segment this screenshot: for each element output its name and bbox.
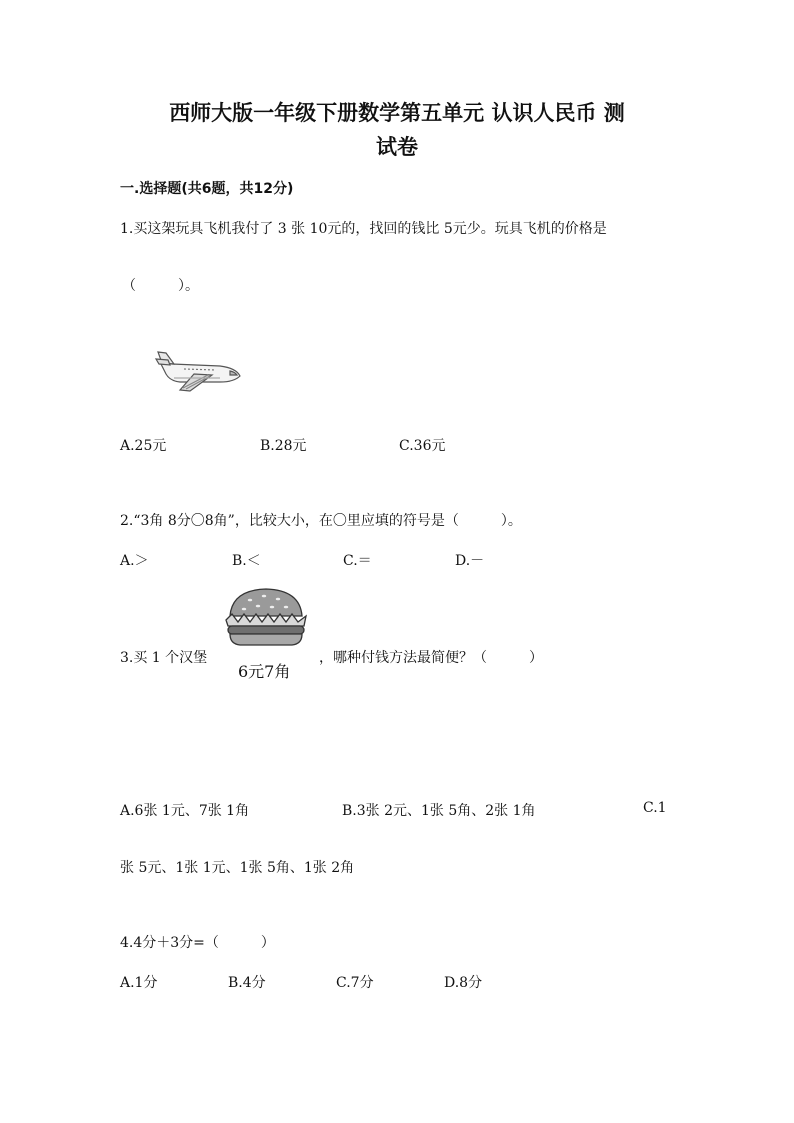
question-1-option-b[interactable]: B.28元 — [260, 438, 307, 454]
question-4-option-a[interactable]: A.1分 — [120, 975, 158, 991]
page-title-line1: 西师大版一年级下册数学第五单元 认识人民币 测 — [169, 101, 625, 125]
question-3-option-c[interactable]: C.1 — [643, 800, 667, 816]
question-2-option-a[interactable]: A.＞ — [120, 553, 149, 569]
question-1-blank: （ ）。 — [122, 278, 199, 294]
question-3-text-after: ，哪种付钱方法最简便？（ ） — [319, 650, 543, 666]
question-2-text: 2.“3角 8分〇8角”，比较大小，在〇里应填的符号是（ ）。 — [120, 513, 522, 529]
question-4-option-b[interactable]: B.4分 — [228, 975, 266, 991]
question-1-text: 1.买这架玩具飞机我付了 3 张 10元的，找回的钱比 5元少。玩具飞机的价格是 — [120, 221, 607, 237]
hamburger-icon — [220, 586, 312, 648]
question-3-option-c-continued: 张 5元、1张 1元、1张 5角、1张 2角 — [120, 860, 355, 876]
airplane-icon — [150, 344, 246, 394]
question-4-option-c[interactable]: C.7分 — [336, 975, 374, 991]
question-4-text: 4.4分＋3分=（ ） — [120, 935, 275, 951]
question-2-option-d[interactable]: D.－ — [455, 553, 485, 569]
question-3-text-before: 3.买 1 个汉堡 — [120, 650, 208, 666]
page-title-line2: 试卷 — [376, 135, 418, 159]
section-heading: 一.选择题(共6题，共12分) — [120, 181, 294, 197]
question-2-option-b[interactable]: B.＜ — [232, 553, 261, 569]
question-1-option-c[interactable]: C.36元 — [399, 438, 446, 454]
hamburger-price-label: 6元7角 — [238, 662, 291, 681]
question-2-option-c[interactable]: C.＝ — [343, 553, 372, 569]
question-3-option-a[interactable]: A.6张 1元、7张 1角 — [120, 803, 250, 819]
question-1-option-a[interactable]: A.25元 — [120, 438, 167, 454]
question-3-option-b[interactable]: B.3张 2元、1张 5角、2张 1角 — [342, 803, 536, 819]
question-4-option-d[interactable]: D.8分 — [444, 975, 483, 991]
